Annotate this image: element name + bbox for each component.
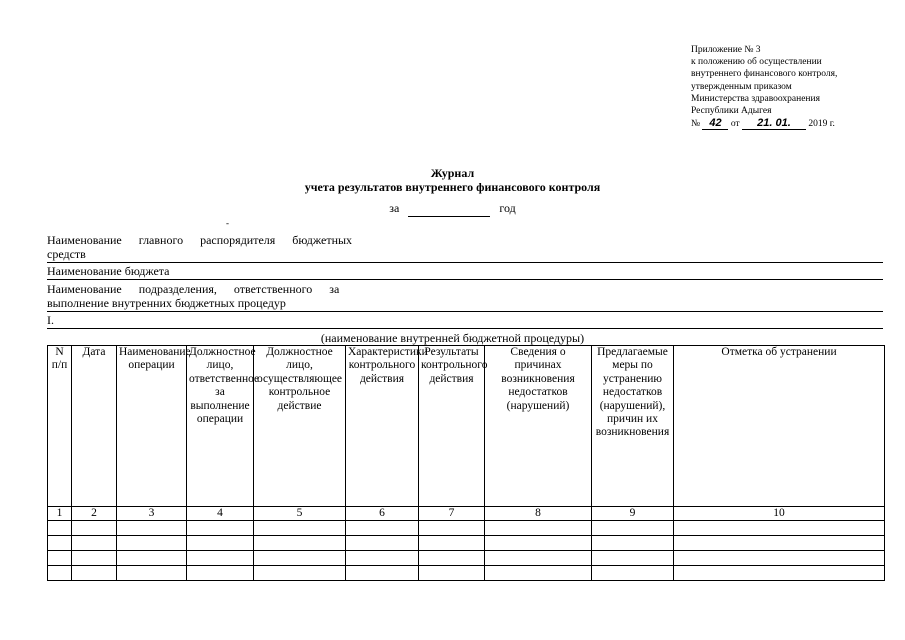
- column-number: 6: [346, 507, 419, 521]
- chief-manager-label-line1: Наименование главного распорядителя бюджетных: [47, 233, 353, 247]
- table-cell: [419, 536, 485, 551]
- table-cell: [419, 566, 485, 581]
- table-cell: [346, 521, 419, 536]
- column-number-row: [48, 507, 885, 521]
- table-cell: [72, 521, 117, 536]
- table-header-row: [48, 346, 885, 507]
- column-header: Дата: [72, 346, 117, 507]
- column-header: Предлагаемые меры по устранению недостатков (нарушений), причин их возникновения: [592, 346, 674, 507]
- table-cell: [419, 521, 485, 536]
- column-header: Должностное лицо, осуществляющее контрольное действие: [254, 346, 346, 507]
- table-cell: [346, 536, 419, 551]
- table-row: [48, 536, 885, 551]
- field-underline: [47, 328, 883, 329]
- journal-title: Журнал: [430, 166, 475, 180]
- table-cell: [254, 566, 346, 581]
- table-cell: [592, 566, 674, 581]
- year-blank: [408, 201, 490, 217]
- number-sign: №: [691, 119, 701, 130]
- column-number: 1: [48, 507, 72, 521]
- appendix-line: утвержденным приказом: [691, 81, 792, 92]
- table-cell: [674, 521, 885, 536]
- year-line: [0, 201, 905, 217]
- column-header: Сведения о причинах возникновения недостатков (нарушений): [485, 346, 592, 507]
- section-number: I.: [47, 313, 54, 327]
- column-number: 8: [485, 507, 592, 521]
- table-cell: [485, 551, 592, 566]
- procedure-caption: (наименование внутренней бюджетной процедуры): [320, 331, 585, 345]
- table-cell: [187, 551, 254, 566]
- table-cell: [419, 551, 485, 566]
- table-cell: [72, 536, 117, 551]
- column-number: 7: [419, 507, 485, 521]
- table-cell: [48, 536, 72, 551]
- table-cell: [187, 521, 254, 536]
- field-underline: [47, 311, 883, 312]
- order-year: 2019 г.: [808, 119, 835, 130]
- appendix-line: Министерства здравоохранения: [691, 93, 820, 104]
- table-cell: [117, 521, 187, 536]
- table-cell: [117, 536, 187, 551]
- table-cell: [117, 566, 187, 581]
- stray-mark: -: [226, 218, 229, 228]
- table-cell: [485, 536, 592, 551]
- column-header: Результаты контрольного действия: [419, 346, 485, 507]
- column-number: 4: [187, 507, 254, 521]
- table-cell: [254, 521, 346, 536]
- table-cell: [187, 566, 254, 581]
- appendix-line: Приложение № 3: [691, 45, 761, 55]
- year-prefix: за: [389, 201, 400, 215]
- table-cell: [254, 551, 346, 566]
- table-cell: [117, 551, 187, 566]
- unit-label-line2: выполнение внутренних бюджетных процедур: [47, 296, 286, 310]
- table-cell: [48, 551, 72, 566]
- table-cell: [485, 521, 592, 536]
- table-cell: [674, 536, 885, 551]
- table-cell: [346, 566, 419, 581]
- order-date-handwritten: 21. 01.: [742, 117, 806, 130]
- table-cell: [254, 536, 346, 551]
- table-cell: [72, 566, 117, 581]
- column-header: Должностное лицо, ответственное за выполнение операции: [187, 346, 254, 507]
- table-cell: [674, 566, 885, 581]
- table-cell: [48, 521, 72, 536]
- table-cell: [592, 521, 674, 536]
- table-row: [48, 551, 885, 566]
- appendix-block: [691, 44, 891, 130]
- column-number: 2: [72, 507, 117, 521]
- from-word: от: [730, 119, 740, 130]
- order-number-line: [691, 119, 835, 129]
- column-number: 9: [592, 507, 674, 521]
- table-cell: [48, 566, 72, 581]
- table-cell: [187, 536, 254, 551]
- column-header: Характеристики контрольного действия: [346, 346, 419, 507]
- table-cell: [346, 551, 419, 566]
- table-cell: [72, 551, 117, 566]
- table-row: [48, 521, 885, 536]
- column-number: 3: [117, 507, 187, 521]
- column-header: N п/п: [48, 346, 72, 507]
- appendix-line: к положению об осуществлении: [691, 57, 822, 68]
- year-suffix: год: [499, 201, 516, 215]
- chief-manager-label-line2: средств: [47, 247, 86, 261]
- column-header: Отметка об устранении: [674, 346, 885, 507]
- column-header: Наименование операции: [117, 346, 187, 507]
- journal-subtitle: учета результатов внутреннего финансового контроля: [304, 180, 601, 194]
- table-cell: [485, 566, 592, 581]
- field-underline: [47, 279, 883, 280]
- table-cell: [592, 551, 674, 566]
- column-number: 5: [254, 507, 346, 521]
- field-underline: [47, 262, 883, 263]
- order-number-handwritten: 42: [702, 117, 728, 130]
- table-cell: [674, 551, 885, 566]
- column-number: 10: [674, 507, 885, 521]
- appendix-line: внутреннего финансового контроля,: [691, 69, 838, 80]
- budget-label: Наименование бюджета: [47, 264, 170, 278]
- table-cell: [592, 536, 674, 551]
- table-row: [48, 566, 885, 581]
- appendix-line: Республики Адыгея: [691, 106, 772, 117]
- journal-table: [47, 345, 885, 581]
- unit-label-line1: Наименование подразделения, ответственного за: [47, 282, 340, 296]
